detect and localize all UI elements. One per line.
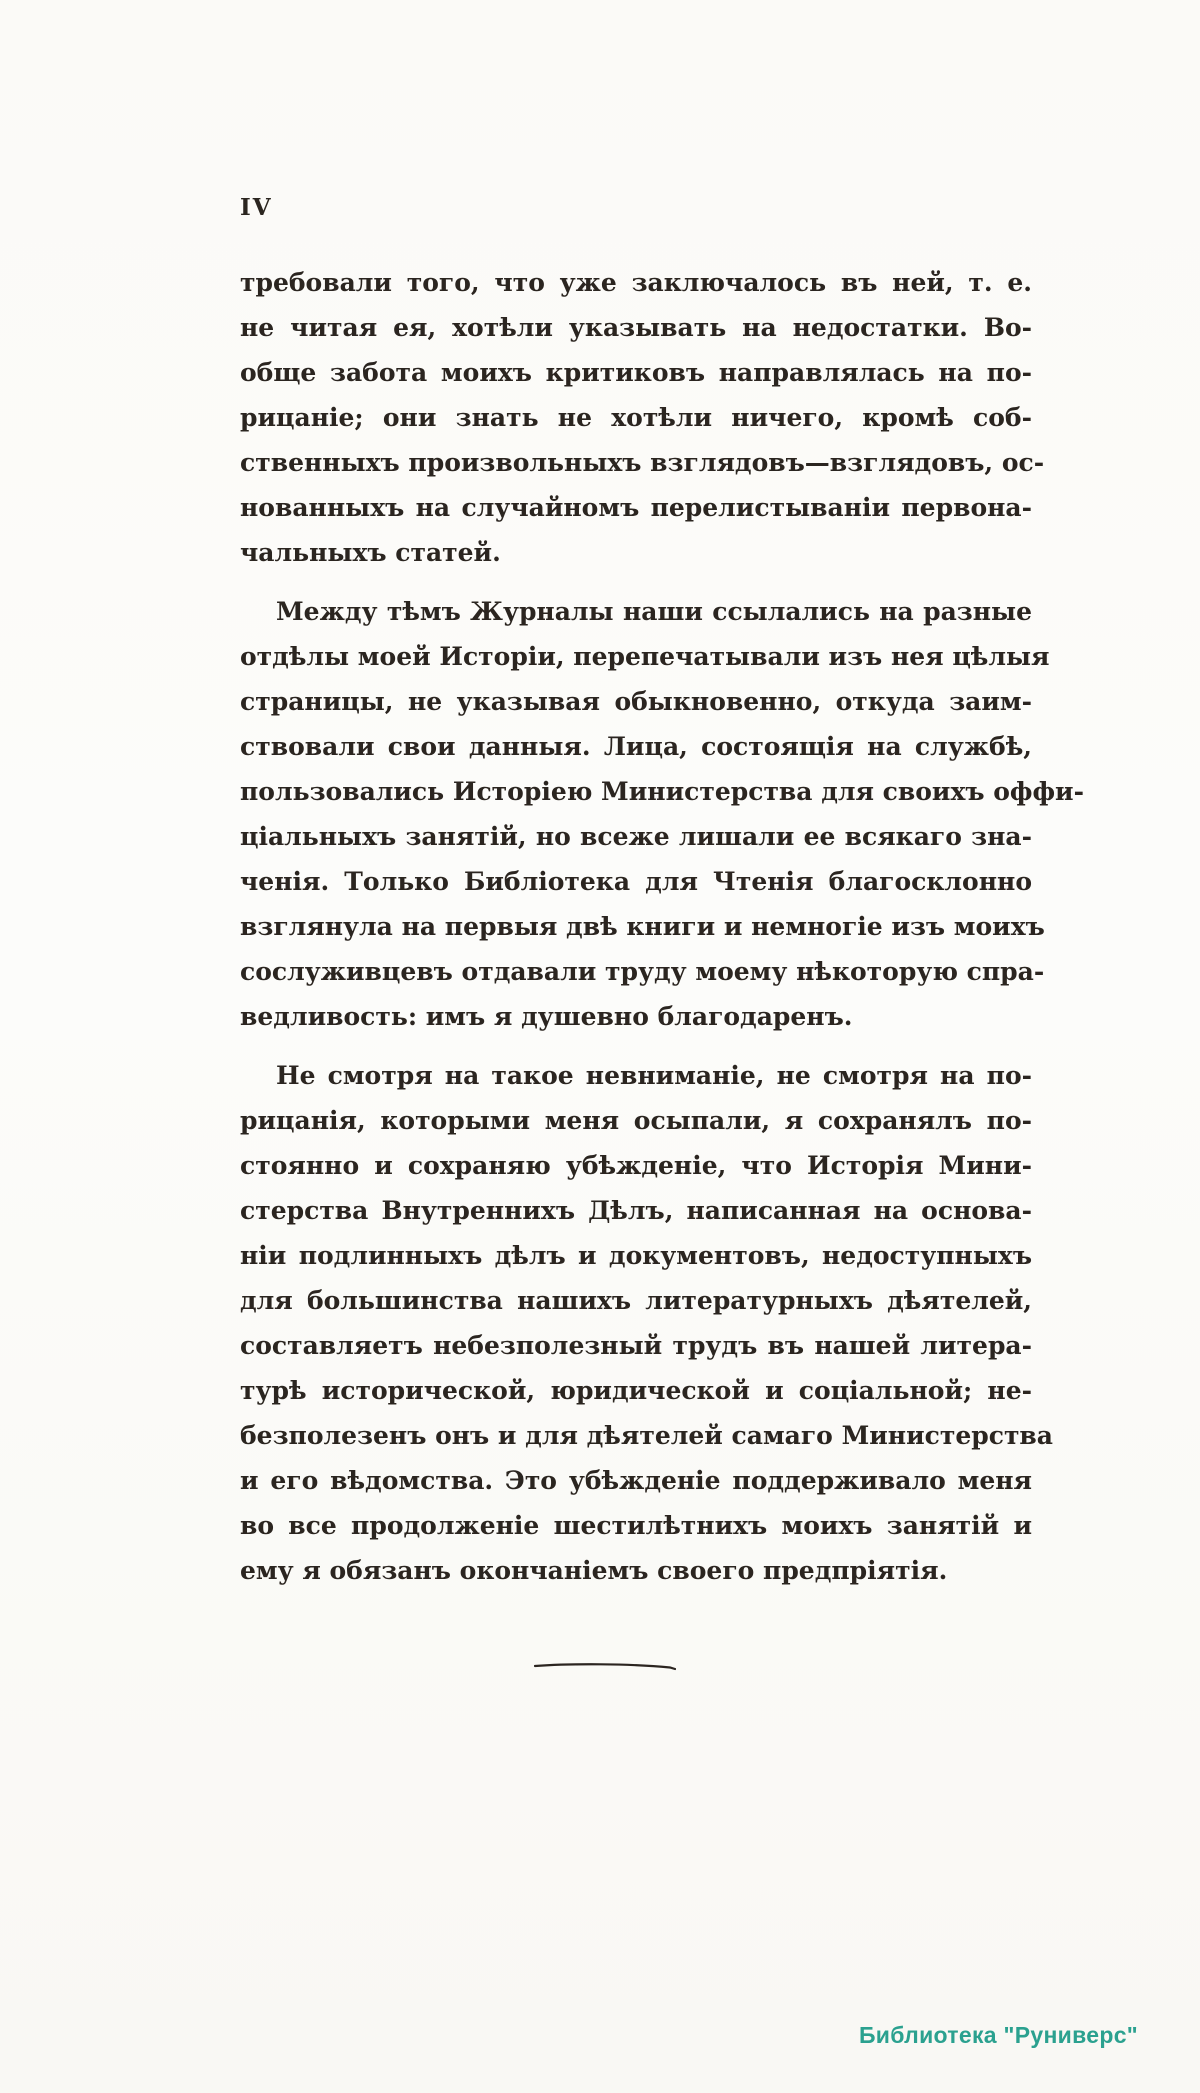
- text-line: отдѣлы моей Исторіи, перепечатывали изъ нея цѣлыя: [240, 642, 1050, 671]
- text-line: страницы, не указывая обыкновенно, откуда заим-: [240, 687, 1032, 716]
- text-line: ему я обязанъ окончаніемъ своего предпріятія.: [240, 1556, 948, 1585]
- paragraph: [240, 260, 1045, 575]
- text-line: ченія. Только Библіотека для Чтенія благосклонно: [240, 867, 1032, 896]
- text-line: ціальныхъ занятій, но всеже лишали ее всякаго зна-: [240, 822, 1032, 851]
- divider-line: [534, 1661, 676, 1671]
- text-line: Не смотря на такое невниманіе, не смотря на по-: [276, 1061, 1032, 1090]
- text-line: стерства Внутреннихъ Дѣлъ, написанная на основа-: [240, 1196, 1032, 1225]
- text-line: турѣ исторической, юридической и соціальной; не-: [240, 1376, 1032, 1405]
- text-line: Между тѣмъ Журналы наши ссылались на разные: [276, 597, 1032, 626]
- paragraph: [240, 1053, 1054, 1593]
- page-number: IV: [240, 194, 273, 221]
- text-line: безполезенъ онъ и для дѣятелей самаго Министерства: [240, 1421, 1054, 1450]
- text-line: ведливость: имъ я душевно благодаренъ.: [240, 1002, 853, 1031]
- text-line: для большинства нашихъ литературныхъ дѣятелей,: [240, 1286, 1032, 1315]
- text-line: составляетъ небезполезный трудъ въ нашей литера-: [240, 1331, 1032, 1360]
- text-line: требовали того, что уже заключалось въ ней, т. е.: [240, 268, 1032, 297]
- text-line: стоянно и сохраняю убѣжденіе, что Исторія Мини-: [240, 1151, 1032, 1180]
- text-line: нованныхъ на случайномъ перелистываніи первона-: [240, 493, 1032, 522]
- text-block: [240, 260, 1084, 1593]
- text-line: рицаніе; они знать не хотѣли ничего, кромѣ соб-: [240, 403, 1032, 432]
- library-watermark: Библиотека "Руниверс": [858, 2022, 1138, 2048]
- text-line: ственныхъ произвольныхъ взглядовъ—взглядовъ, ос-: [240, 448, 1045, 477]
- text-line: и его вѣдомства. Это убѣжденіе поддерживало меня: [240, 1466, 1032, 1495]
- text-line: рицанія, которыми меня осыпали, я сохранялъ по-: [240, 1106, 1032, 1135]
- text-line: пользовались Исторіею Министерства для своихъ оффи-: [240, 777, 1084, 806]
- text-line: взглянула на первыя двѣ книги и немногіе изъ моихъ: [240, 912, 1045, 941]
- text-line: ніи подлинныхъ дѣлъ и документовъ, недоступныхъ: [240, 1241, 1032, 1270]
- text-line: не читая ея, хотѣли указывать на недостатки. Во-: [240, 313, 1032, 342]
- text-line: во все продолженіе шестилѣтнихъ моихъ занятій и: [240, 1511, 1032, 1540]
- section-divider: [534, 1656, 676, 1666]
- text-line: ствовали свои данныя. Лица, состоящія на службѣ,: [240, 732, 1032, 761]
- paragraph: [240, 589, 1084, 1039]
- text-line: сослуживцевъ отдавали труду моему нѣкоторую спра-: [240, 957, 1045, 986]
- text-line: чальныхъ статей.: [240, 538, 501, 567]
- text-line: обще забота моихъ критиковъ направлялась на по-: [240, 358, 1032, 387]
